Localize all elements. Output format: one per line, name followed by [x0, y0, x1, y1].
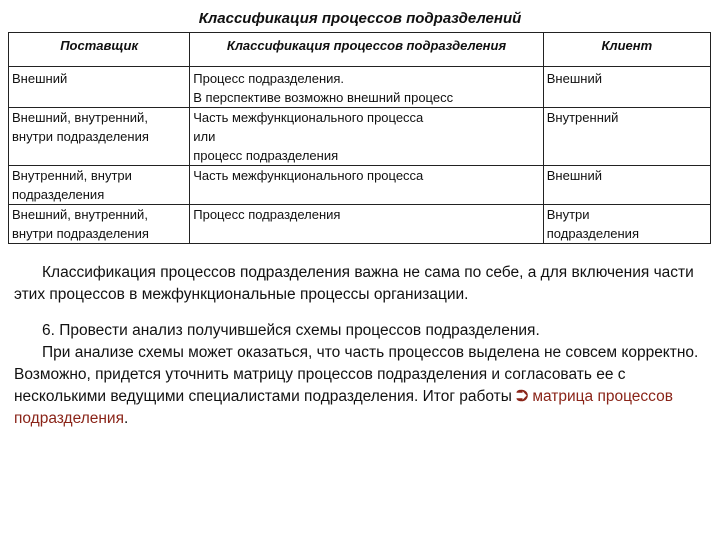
header-classification: Классификация процессов подразделения [190, 33, 544, 67]
cell-line: Внешний [546, 168, 602, 183]
header-supplier: Поставщик [9, 33, 190, 67]
cell-classification [190, 108, 544, 166]
process-classification-table [8, 32, 711, 244]
cell-supplier [9, 166, 190, 205]
cell-classification [190, 166, 544, 205]
paragraph-text: 6. Провести анализ получившейся схемы процессов подразделения. [42, 322, 540, 339]
cell-line: подразделения [12, 187, 105, 202]
paragraph-analysis [14, 342, 704, 430]
header-client: Клиент [543, 33, 710, 67]
cell-line: В перспективе возможно внешний процесс [193, 90, 454, 105]
cell-classification [190, 67, 544, 108]
cell-client [543, 108, 710, 166]
cell-line: или [193, 129, 216, 144]
table-row [9, 67, 711, 108]
cell-line: Внешний, внутренний, [12, 207, 148, 222]
cell-line: внутри подразделения [12, 129, 149, 144]
cell-line: подразделения [546, 226, 639, 241]
cell-classification [190, 205, 544, 244]
cell-client [543, 67, 710, 108]
body-text [14, 262, 704, 430]
cell-client [543, 166, 710, 205]
cell-line: внутри подразделения [12, 226, 149, 241]
paragraph-text: При анализе схемы может оказаться, что часть процессов выделена не совсем корректно. Возможно, придется уточнить матрицу процессов подразделения и согласовать ее с несколькими ведущими специалистами подразделения. Итог работы [14, 344, 699, 405]
cell-line: Внутренний, внутри [12, 168, 132, 183]
cell-line: Внешний, внутренний, [12, 110, 148, 125]
cell-supplier [9, 67, 190, 108]
table-header-row [9, 33, 711, 67]
result-highlight: матрица процессов подразделения [14, 388, 673, 427]
table-row [9, 205, 711, 244]
cell-client [543, 205, 710, 244]
paragraph-step-6 [14, 320, 704, 342]
cell-line: Часть межфункционального процесса [193, 168, 424, 183]
cell-line: Внутри [546, 207, 590, 222]
cell-line: Процесс подразделения [193, 207, 341, 222]
cell-line: Внутренний [546, 110, 619, 125]
table-row [9, 166, 711, 205]
cell-line: процесс подразделения [193, 148, 339, 163]
paragraph-text: Классификация процессов подразделения важна не сама по себе, а для включения части этих процессов в межфункциональные процессы организации. [14, 264, 694, 303]
paragraph-importance [14, 262, 704, 306]
cell-line: Внешний [12, 71, 68, 86]
table-row [9, 108, 711, 166]
cell-supplier [9, 108, 190, 166]
cell-line: Внешний [546, 71, 602, 86]
cell-line: Часть межфункционального процесса [193, 110, 424, 125]
page-title: Классификация процессов подразделений [198, 10, 522, 27]
cell-line: Процесс подразделения. [193, 71, 345, 86]
paragraph-end: . [123, 410, 129, 427]
cell-supplier [9, 205, 190, 244]
right-arrow-icon: ⮊ [516, 388, 529, 405]
